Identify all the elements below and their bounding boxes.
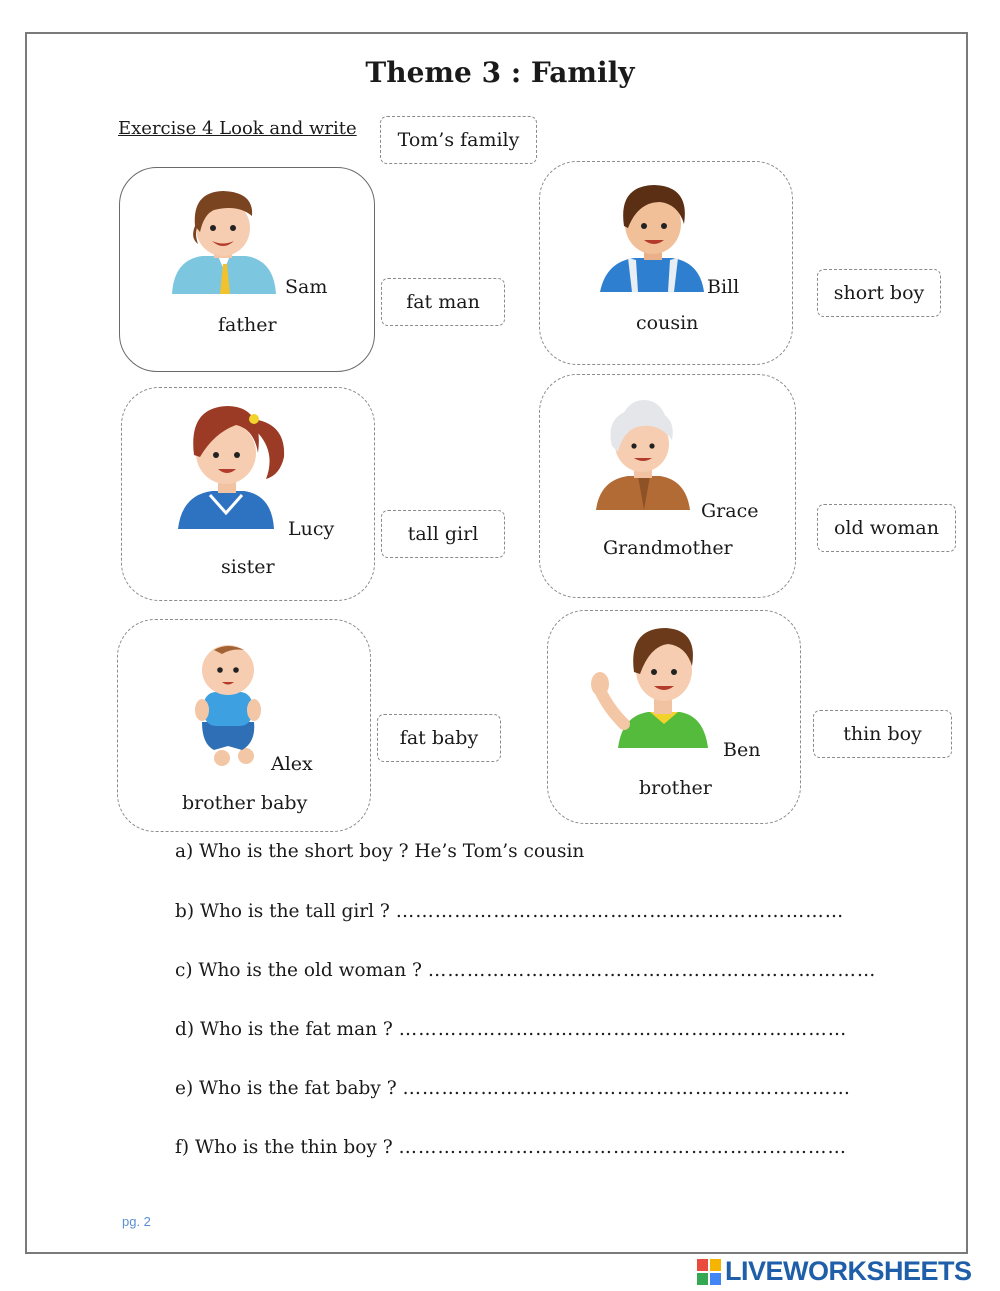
card-bill-name: Bill <box>707 276 740 298</box>
card-bill-description: short boy <box>817 269 941 317</box>
card-lucy-name: Lucy <box>288 518 335 540</box>
answer-blank-b[interactable]: …………………………………………………………… <box>395 901 845 922</box>
card-ben-description: thin boy <box>813 710 952 758</box>
card-sam-name: Sam <box>285 276 328 298</box>
question-d: d) Who is the fat man ? …………………………………………………………… <box>175 1019 848 1040</box>
card-alex-description: fat baby <box>377 714 501 762</box>
question-c: c) Who is the old woman ? …………………………………………………………… <box>175 960 877 981</box>
answer-blank-c[interactable]: …………………………………………………………… <box>427 960 877 981</box>
question-b: b) Who is the tall girl ? …………………………………………………………… <box>175 901 845 922</box>
card-alex-relation: brother baby <box>182 792 308 814</box>
sister-illustration <box>174 403 290 531</box>
exercise-label: Exercise 4 Look and write <box>118 118 357 139</box>
card-sam-description: fat man <box>381 278 505 326</box>
answer-blank-f[interactable]: …………………………………………………………… <box>398 1137 848 1158</box>
card-ben-name: Ben <box>723 739 761 761</box>
card-lucy-relation: sister <box>221 556 275 578</box>
grandmother-illustration <box>594 396 694 512</box>
card-sam-relation: father <box>218 314 277 336</box>
card-grace-relation: Grandmother <box>603 537 733 559</box>
page-number: pg. 2 <box>122 1214 151 1229</box>
logo-badge-icon <box>697 1259 721 1285</box>
cousin-illustration <box>598 182 708 294</box>
father-illustration <box>168 186 278 296</box>
card-grace-description: old woman <box>817 504 956 552</box>
card-lucy-description: tall girl <box>381 510 505 558</box>
question-f: f) Who is the thin boy ? …………………………………………………………… <box>175 1137 848 1158</box>
card-ben-relation: brother <box>639 777 712 799</box>
family-box: Tom’s family <box>380 116 537 164</box>
card-bill-relation: cousin <box>636 312 699 334</box>
card-alex-name: Alex <box>271 753 313 775</box>
answer-blank-d[interactable]: …………………………………………………………… <box>398 1019 848 1040</box>
baby-illustration <box>192 642 264 770</box>
liveworksheets-logo <box>697 1256 972 1287</box>
page-title: Theme 3 : Family <box>365 56 635 89</box>
brother-illustration <box>588 624 712 750</box>
answer-blank-e[interactable]: …………………………………………………………… <box>402 1078 852 1099</box>
logo-text: LIVEWORKSHEETS <box>725 1256 972 1286</box>
question-a: a) Who is the short boy ? He’s Tom’s cousin <box>175 841 585 862</box>
card-grace-name: Grace <box>701 500 759 522</box>
question-e: e) Who is the fat baby ? …………………………………………………………… <box>175 1078 852 1099</box>
